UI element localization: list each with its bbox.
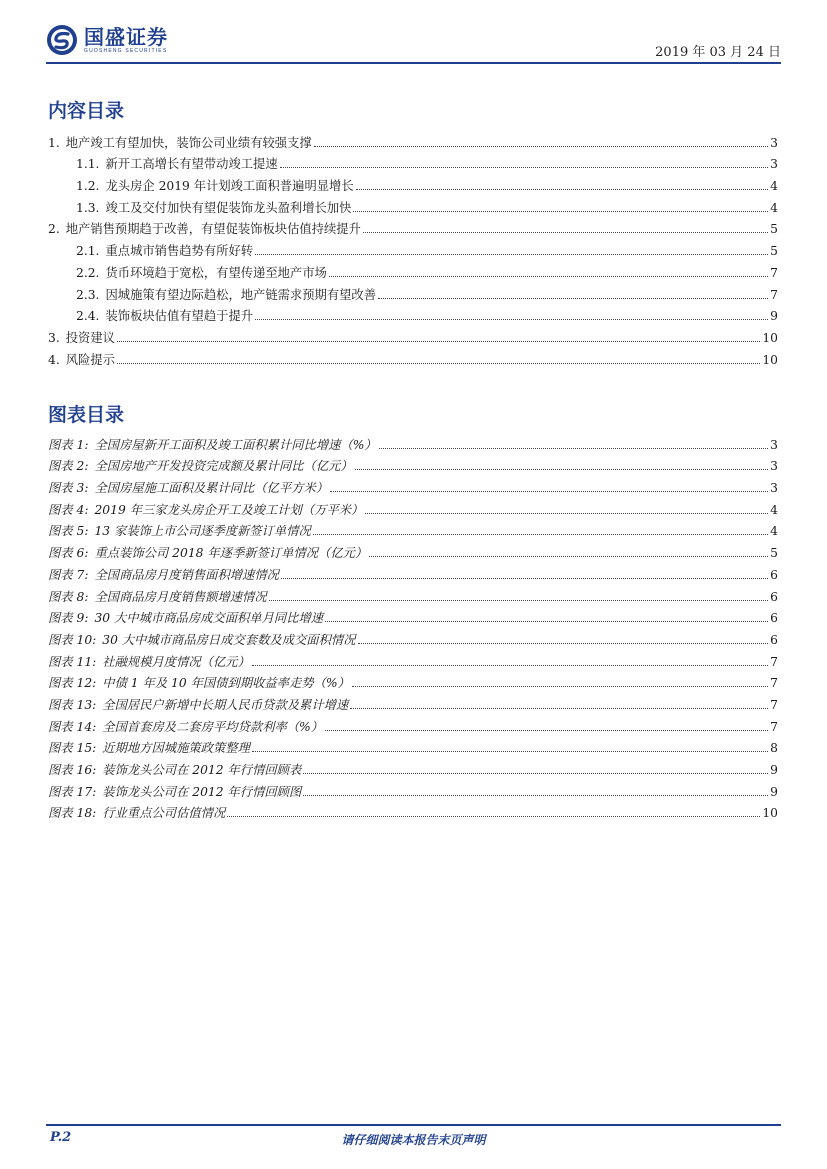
figures-heading: 图表目录 [48, 404, 125, 426]
figures-list [48, 430, 778, 820]
page-ref: 3 [770, 481, 778, 496]
toc-entry[interactable] [48, 128, 778, 150]
section-number: 1.1. [76, 157, 100, 172]
dot-leader [255, 253, 768, 255]
page-ref: 10 [762, 352, 778, 367]
disclaimer-note: 请仔细阅读本报告末页声明 [341, 1133, 486, 1147]
dot-leader [325, 620, 768, 622]
figure-entry[interactable] [48, 647, 778, 669]
page-ref: 6 [770, 567, 778, 582]
toc-entry[interactable] [48, 258, 778, 280]
figure-entry[interactable] [48, 755, 778, 777]
dot-leader [252, 750, 768, 752]
figure-title: 30 大中城市商品房日成交套数及成交面积情况 [102, 632, 356, 647]
section-title: 新开工高增长有望带动竣工提速 [105, 157, 278, 172]
toc-entry[interactable] [48, 280, 778, 302]
page-ref: 7 [770, 676, 778, 691]
page-ref: 5 [770, 222, 778, 237]
section-number: 2. [48, 222, 60, 237]
toc-entry[interactable] [48, 215, 778, 237]
section-title: 地产销售预期趋于改善，有望促装饰板块估值持续提升 [65, 222, 361, 237]
figure-number: 图表 8: [48, 589, 89, 604]
toc-entry[interactable] [48, 302, 778, 324]
figure-number: 图表 3: [48, 481, 89, 496]
dot-leader [329, 275, 768, 277]
page-ref: 4 [770, 502, 778, 517]
figure-title: 装饰龙头公司在 2012 年行情回顾表 [102, 763, 302, 777]
page-ref: 4 [770, 200, 778, 215]
page-ref: 9 [770, 784, 778, 799]
report-date: 2019 年 03 月 24 日 [655, 45, 781, 60]
section-title: 货币环境趋于宽松，有望传递至地产市场 [105, 265, 327, 280]
section-number: 1. [48, 135, 60, 150]
figure-number: 图表 16: [48, 763, 97, 777]
section-number: 4. [48, 352, 60, 367]
page-ref: 3 [770, 459, 778, 474]
page-ref: 6 [770, 589, 778, 604]
section-title: 重点城市销售趋势有所好转 [105, 244, 254, 259]
figure-entry[interactable] [48, 538, 778, 560]
dot-leader [117, 340, 760, 342]
figure-number: 图表 13: [48, 697, 97, 712]
brand-logo [46, 24, 168, 56]
dot-leader [117, 362, 760, 364]
toc-entry[interactable] [48, 150, 778, 172]
section-number: 2.1. [76, 244, 100, 259]
figure-entry[interactable] [48, 604, 778, 626]
guosheng-logo-icon [46, 24, 78, 56]
dot-leader [358, 642, 769, 644]
figure-title: 30 大中城市商品房成交面积单月同比增速 [94, 611, 324, 626]
section-number: 3. [48, 330, 60, 345]
page-ref: 7 [770, 265, 778, 280]
page-ref: 8 [770, 741, 778, 756]
dot-leader [269, 599, 769, 601]
contents-heading: 内容目录 [48, 100, 125, 122]
figure-entry[interactable] [48, 452, 778, 474]
page-ref: 10 [762, 330, 778, 345]
figure-number: 图表 9: [48, 611, 89, 626]
section-title: 龙头房企 2019 年计划竣工面积普遍明显增长 [105, 179, 354, 194]
figure-title: 全国商品房月度销售面积增速情况 [94, 567, 279, 582]
toc-entry[interactable] [48, 193, 778, 215]
figure-title: 中债 1 年及 10 年国债到期收益率走势（%） [102, 676, 350, 691]
dot-leader [325, 729, 768, 731]
page-ref: 3 [770, 135, 778, 150]
section-number: 2.3. [76, 287, 100, 302]
figure-entry[interactable] [48, 473, 778, 495]
page-ref: 7 [770, 697, 778, 712]
section-number: 1.2. [76, 179, 100, 194]
dot-leader [227, 815, 760, 817]
page-ref: 7 [770, 654, 778, 669]
page-ref: 7 [770, 287, 778, 302]
contents-list [48, 128, 778, 367]
section-title: 风险提示 [65, 352, 115, 367]
page-number: P.2 [50, 1130, 72, 1145]
page-ref: 5 [770, 244, 778, 259]
figure-title: 近期地方因城施策政策整理 [102, 741, 250, 756]
figure-entry[interactable] [48, 777, 778, 799]
page-ref: 6 [770, 611, 778, 626]
section-title: 竣工及交付加快有望促装饰龙头盈利增长加快 [105, 200, 352, 215]
page-ref: 9 [770, 763, 778, 777]
figure-number: 图表 1: [48, 437, 89, 452]
toc-entry[interactable] [48, 171, 778, 193]
page-ref: 4 [770, 524, 778, 539]
dot-leader [369, 555, 768, 557]
page-ref: 7 [770, 719, 778, 734]
dot-leader [363, 231, 768, 233]
toc-entry[interactable] [48, 345, 778, 367]
figure-entry[interactable] [48, 495, 778, 517]
figure-entry[interactable] [48, 582, 778, 604]
figure-entry[interactable] [48, 690, 778, 712]
dot-leader [378, 297, 768, 299]
figure-entry[interactable] [48, 517, 778, 539]
figure-title: 13 家装饰上市公司逐季度新签订单情况 [94, 524, 311, 539]
figure-entry[interactable] [48, 430, 778, 452]
figure-title: 社融规模月度情况（亿元） [102, 654, 250, 669]
figure-title: 全国商品房月度销售额增速情况 [94, 589, 267, 604]
dot-leader [255, 318, 768, 320]
figure-title: 全国首套房及二套房平均贷款利率（%） [102, 719, 324, 734]
figure-number: 图表 6: [48, 546, 89, 561]
dot-leader [330, 490, 768, 492]
figure-number: 图表 11: [48, 654, 97, 669]
figure-number: 图表 17: [48, 784, 97, 799]
section-title: 因城施策有望边际趋松，地产链需求预期有望改善 [105, 287, 377, 302]
figure-title: 全国房屋新开工面积及竣工面积累计同比增速（%） [94, 437, 377, 452]
figure-title: 2019 年三家龙头房企开工及竣工计划（万平米） [94, 502, 364, 517]
dot-leader [350, 707, 768, 709]
header-divider [46, 62, 781, 64]
figure-number: 图表 4: [48, 502, 89, 517]
figure-number: 图表 7: [48, 567, 89, 582]
figure-entry[interactable] [48, 625, 778, 647]
toc-entry[interactable] [48, 236, 778, 258]
dot-leader [313, 533, 768, 535]
section-number: 2.4. [76, 309, 100, 324]
figure-number: 图表 12: [48, 676, 97, 691]
footer-divider [46, 1124, 781, 1126]
figure-number: 图表 14: [48, 719, 97, 734]
figure-entry[interactable] [48, 799, 778, 821]
figure-entry[interactable] [48, 734, 778, 756]
section-title: 装饰板块估值有望趋于提升 [105, 309, 254, 324]
figure-number: 图表 18: [48, 806, 97, 821]
section-number: 2.2. [76, 265, 100, 280]
dot-leader [303, 794, 768, 796]
dot-leader [365, 512, 768, 514]
page-ref: 3 [770, 157, 778, 172]
brand-name-en: GUOSHENG SECURITIES [84, 48, 168, 54]
figure-number: 图表 2: [48, 459, 89, 474]
figure-number: 图表 10: [48, 632, 97, 647]
figure-title: 行业重点公司估值情况 [102, 806, 226, 821]
dot-leader [252, 664, 768, 666]
figure-number: 图表 5: [48, 524, 89, 539]
dot-leader [303, 772, 768, 774]
page-ref: 6 [770, 632, 778, 647]
figure-title: 全国房地产开发投资完成额及累计同比（亿元） [94, 459, 353, 474]
dot-leader [355, 468, 768, 470]
dot-leader [353, 210, 768, 212]
dot-leader [356, 188, 769, 190]
figure-entry[interactable] [48, 712, 778, 734]
page-header [46, 22, 781, 62]
section-title: 投资建议 [65, 330, 115, 345]
dot-leader [281, 577, 768, 579]
figure-title: 装饰龙头公司在 2012 年行情回顾图 [102, 784, 302, 799]
page-ref: 3 [770, 437, 778, 452]
figure-entry[interactable] [48, 560, 778, 582]
figure-title: 全国房屋施工面积及累计同比（亿平方米） [94, 481, 329, 496]
brand-name-cn: 国盛证券 [84, 25, 168, 49]
dot-leader [352, 685, 768, 687]
figure-entry[interactable] [48, 669, 778, 691]
page-ref: 5 [770, 546, 778, 561]
dot-leader [379, 447, 768, 449]
toc-entry[interactable] [48, 323, 778, 345]
dot-leader [314, 145, 768, 147]
figure-title: 重点装饰公司 2018 年逐季新签订单情况（亿元） [94, 546, 368, 561]
page-ref: 9 [770, 309, 778, 324]
dot-leader [280, 166, 769, 168]
figure-number: 图表 15: [48, 741, 97, 756]
section-title: 地产竣工有望加快，装饰公司业绩有较强支撑 [65, 135, 312, 150]
section-number: 1.3. [76, 200, 100, 215]
figure-title: 全国居民户新增中长期人民币贷款及累计增速 [102, 697, 349, 712]
page-ref: 4 [770, 179, 778, 194]
page-ref: 10 [762, 806, 778, 821]
